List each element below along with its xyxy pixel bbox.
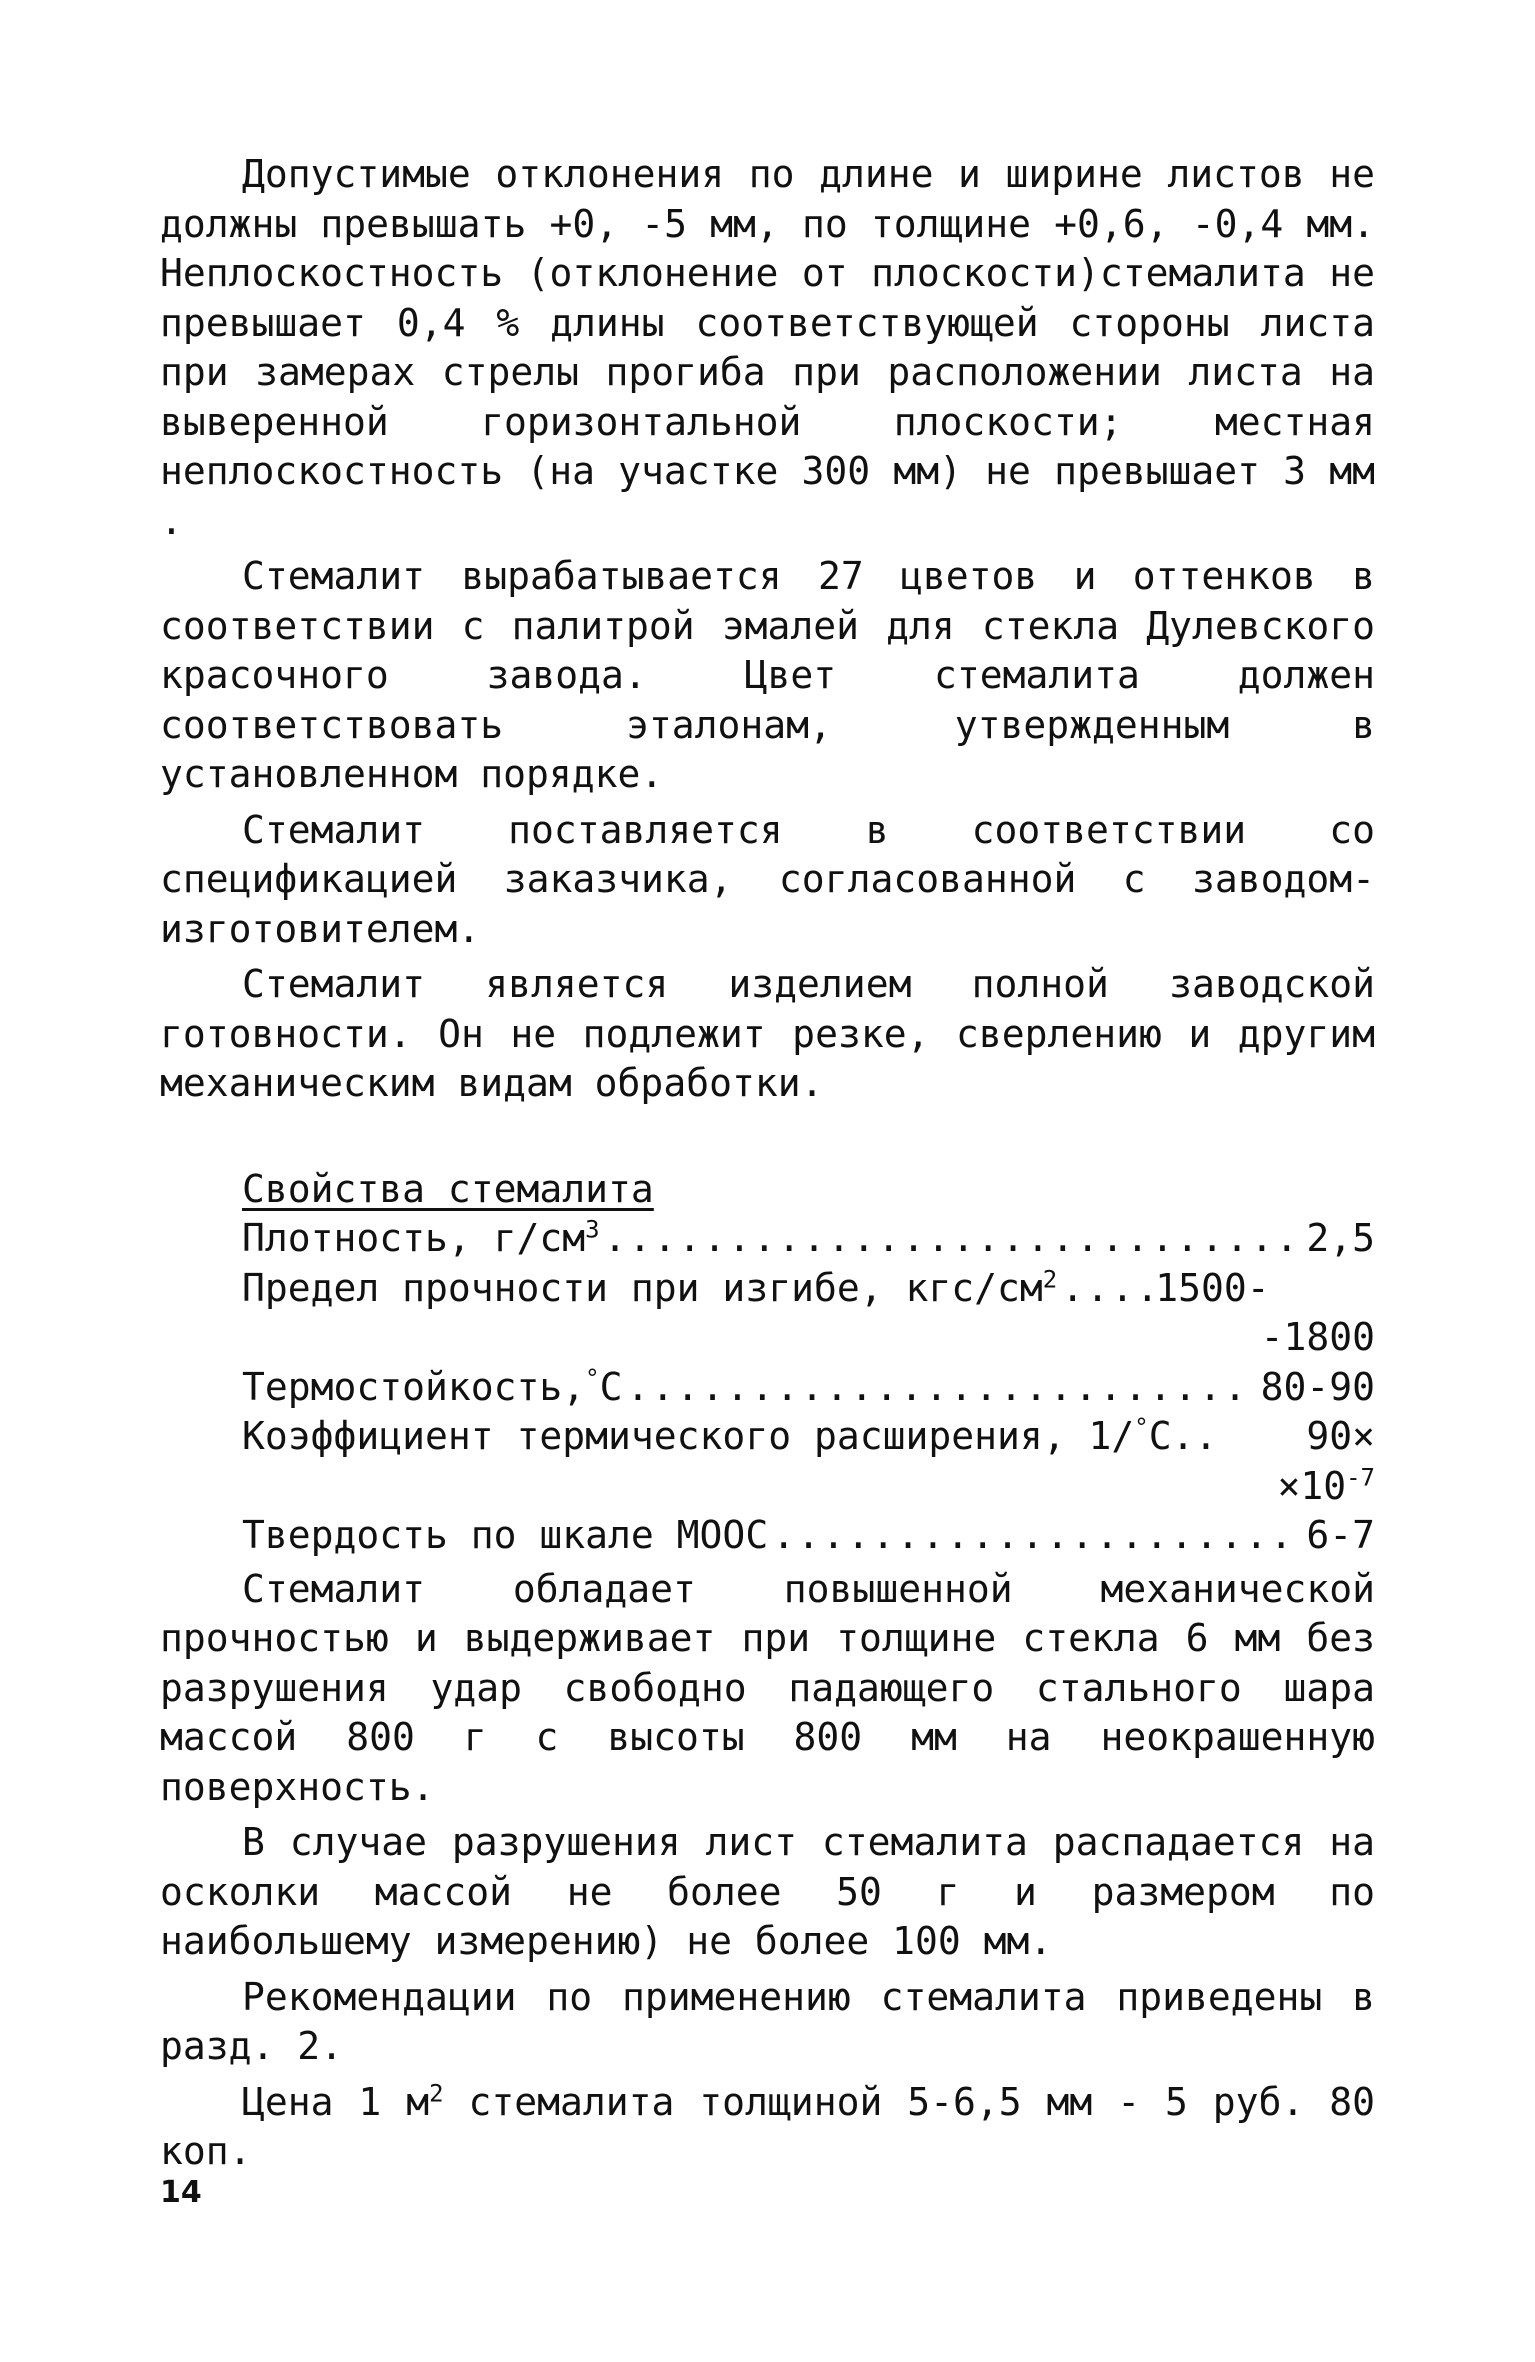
property-value: 6-7	[1306, 1513, 1375, 1557]
property-label: Коэффициент термического расширения, 1/°С..	[242, 1413, 1218, 1458]
leader-dots	[604, 1214, 1303, 1264]
property-expansion	[242, 1412, 1375, 1462]
property-value: 2,5	[1306, 1216, 1375, 1260]
document-page	[160, 150, 1375, 2183]
properties-title: Свойства стемалита	[242, 1166, 654, 1211]
page-number: 14	[160, 2175, 202, 2210]
paragraph-price: Цена 1 $м^2$ стемалита толщиной 5-6,5 мм - 5 руб. 80 коп.	[160, 2078, 1375, 2173]
property-value: 80-90	[1260, 1364, 1375, 1409]
property-value: 1500-	[1155, 1265, 1270, 1310]
property-strength	[242, 1264, 1375, 1314]
leader-dots	[772, 1511, 1302, 1561]
property-value-continuation: $\times 10^{-7}$	[1277, 1462, 1375, 1508]
property-label: Плотность, $г/см^3$	[242, 1215, 600, 1260]
paragraph-readiness: Стемалит является изделием полной заводской готовности. Он не подлежит резке, сверлению и другим механическим видам обработки.	[160, 962, 1375, 1105]
property-label: Предел прочности при изгибе, кгс/$см^2$	[242, 1264, 1058, 1310]
paragraph-colors: Стемалит вырабатывается 27 цветов и оттенков в соответствии с палитрой эмалей для стекла Дулевского красочного завода. Цвет стемалита должен соответствовать эталонам, утвержденным в установленном порядке.	[160, 554, 1375, 796]
property-heat-resistance	[242, 1363, 1375, 1413]
property-hardness	[242, 1511, 1375, 1561]
property-label: Термостойкость,°С	[242, 1363, 623, 1409]
property-value-continuation: -1800	[1260, 1315, 1375, 1359]
property-value: 90×	[1306, 1414, 1375, 1458]
paragraph-supply: Стемалит поставляется в соответствии со спецификацией заказчика, согласованной с заводом-изготовителем.	[160, 807, 1375, 951]
paragraph-tolerances: Допустимые отклонения по длине и ширине листов не должны превышать +0, -5 мм, по толщине +0,6, -0,4 мм. Неплоскостность (отклонение от плоскости)стемалита не превышает 0,4 % длины соответствующей стороны листа при замерах стрелы прогиба при расположении листа на выверенной горизонтальной плоскости; местная неплоскостность (на участке 300 мм) не превышает 3 мм .	[160, 152, 1375, 543]
leader-dots	[627, 1363, 1257, 1413]
paragraph-recommendations: Рекомендации по применению стемалита приведены в разд. 2.	[160, 1974, 1375, 2068]
paragraph-strength: Стемалит обладает повышенной механической прочностью и выдерживает при толщине стекла 6 мм без разрушения удар свободно падающего стального шара массой 800 г с высоты 800 мм на неокрашенную поверхность.	[160, 1566, 1375, 1809]
property-label: Твердость по шкале МООС	[242, 1513, 769, 1557]
properties-list	[242, 1214, 1375, 1561]
paragraph-fracture: В случае разрушения лист стемалита распадается на осколки массой не более 50 г и размером по наибольшему измерению) не более 100 мм.	[160, 1820, 1375, 1963]
leader-dots	[1061, 1264, 1151, 1314]
property-density	[242, 1214, 1375, 1264]
